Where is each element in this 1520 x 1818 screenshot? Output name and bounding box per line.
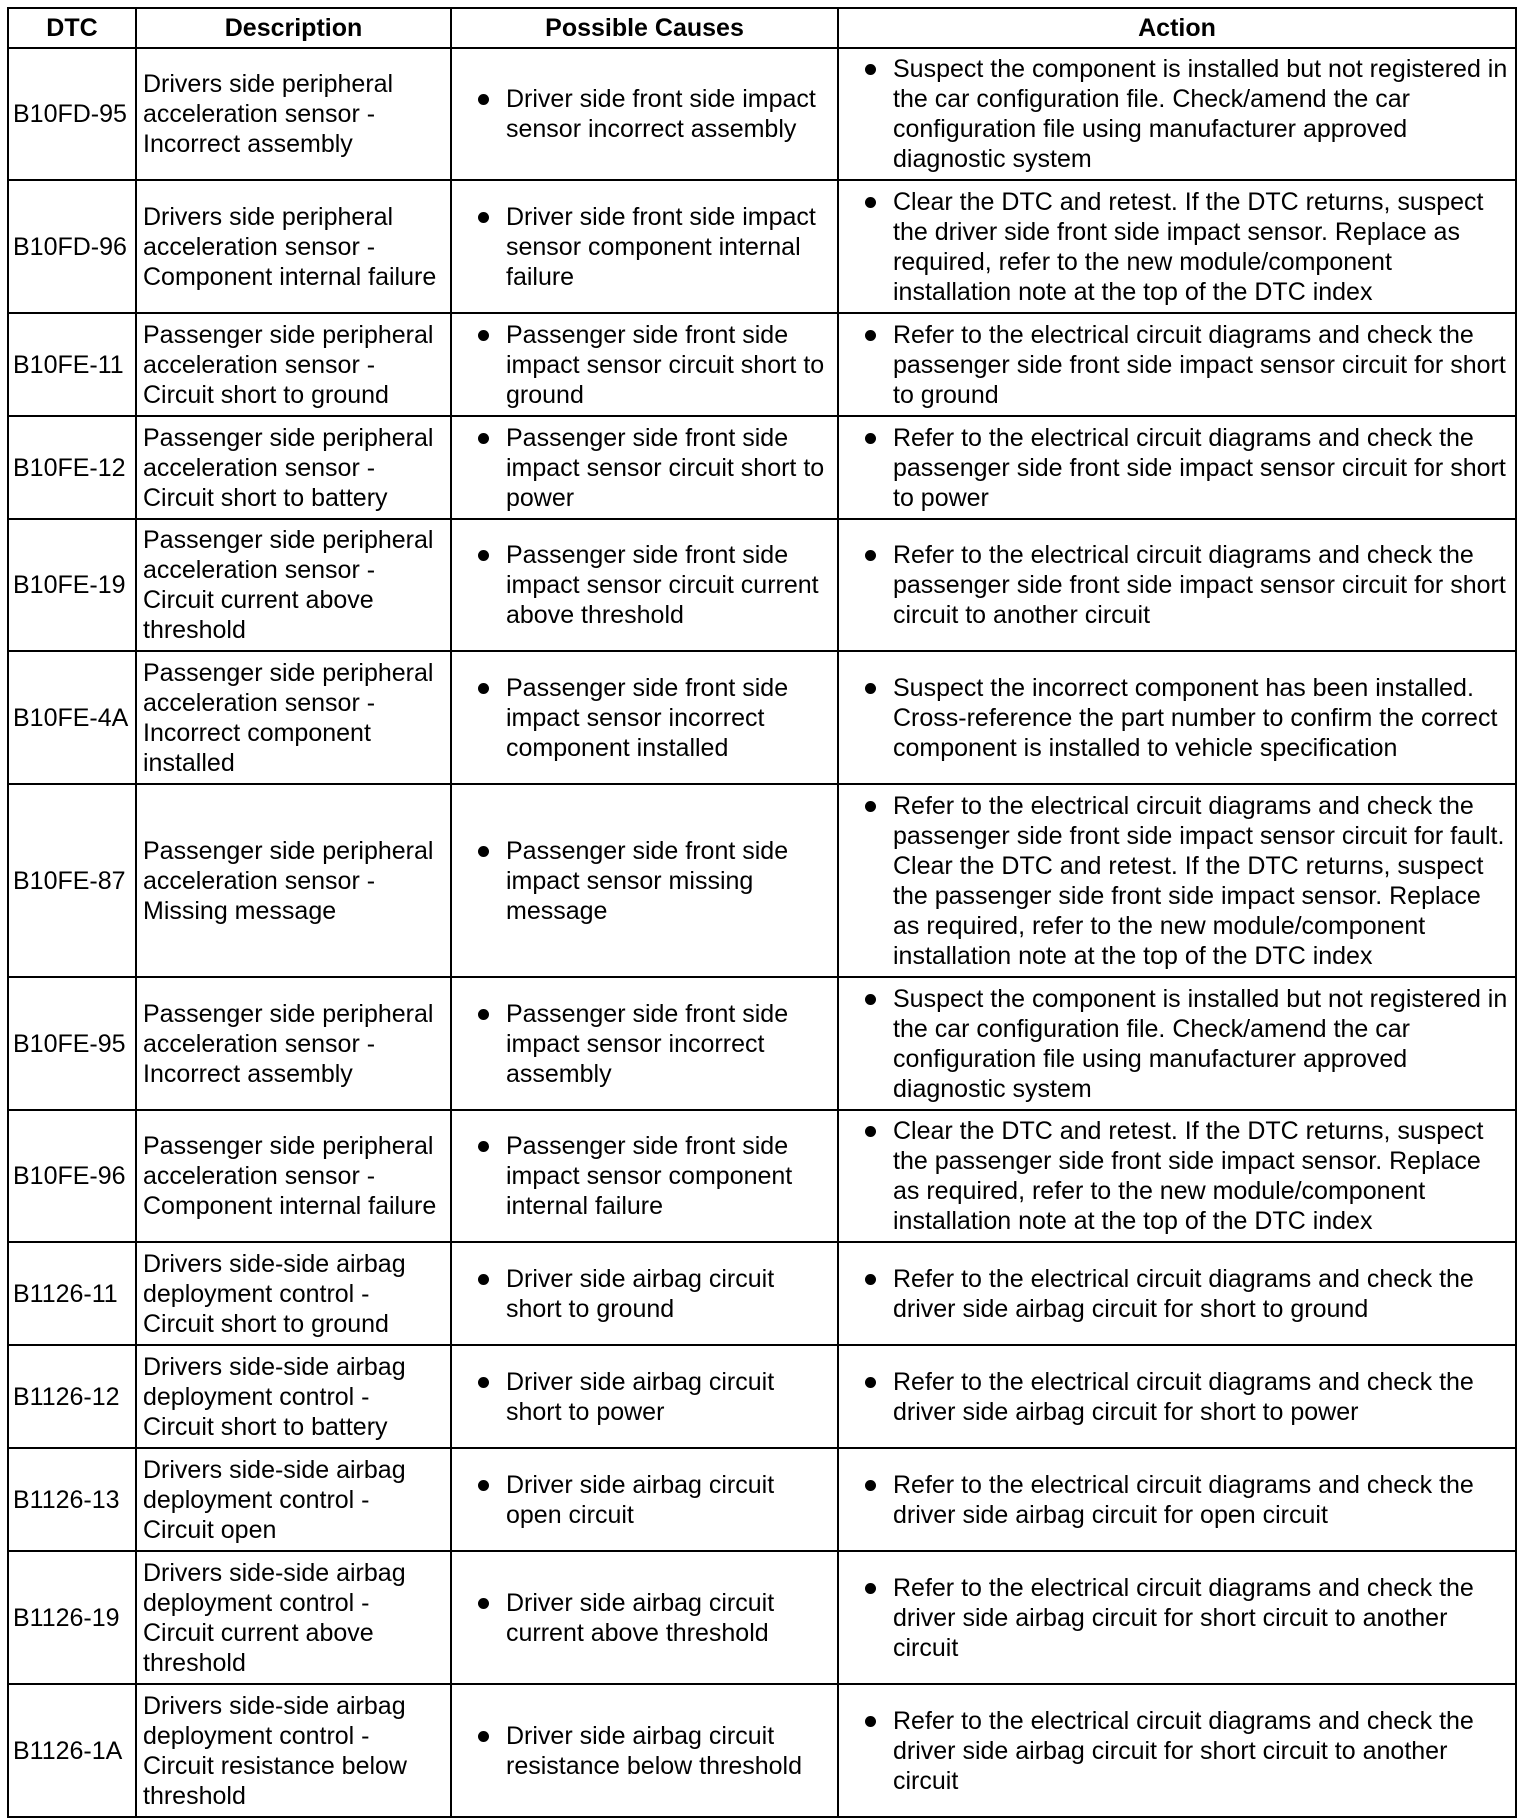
dtc-table <box>7 7 1517 1818</box>
table-body <box>8 48 1516 1817</box>
header-dtc: DTC <box>8 8 136 48</box>
possible-causes-cell <box>451 977 838 1110</box>
dtc-code: B1126-12 <box>8 1345 136 1448</box>
possible-cause-item: Driver side airbag circuit resistance below threshold <box>456 1721 833 1781</box>
possible-cause-item: Driver side airbag circuit open circuit <box>456 1470 833 1530</box>
table-row <box>8 651 1516 784</box>
dtc-description: Passenger side peripheral acceleration sensor - Component internal failure <box>136 1110 451 1242</box>
possible-causes-cell <box>451 1448 838 1551</box>
possible-causes-cell <box>451 651 838 784</box>
action-cell <box>838 1551 1516 1684</box>
possible-cause-item: Passenger side front side impact sensor component internal failure <box>456 1131 833 1221</box>
action-item: Refer to the electrical circuit diagrams and check the passenger side front side impact sensor circuit for short to ground <box>843 320 1511 410</box>
possible-causes-cell <box>451 416 838 519</box>
action-cell <box>838 180 1516 313</box>
possible-causes-cell <box>451 1110 838 1242</box>
possible-cause-item: Driver side airbag circuit short to ground <box>456 1264 833 1324</box>
possible-cause-item: Passenger side front side impact sensor circuit current above threshold <box>456 540 833 630</box>
dtc-description: Passenger side peripheral acceleration sensor - Incorrect component installed <box>136 651 451 784</box>
dtc-code: B1126-19 <box>8 1551 136 1684</box>
table-row <box>8 1345 1516 1448</box>
action-item: Clear the DTC and retest. If the DTC returns, suspect the driver side front side impact sensor. Replace as required, refer to the new module/component installation note at the top of the DTC index <box>843 187 1511 307</box>
possible-cause-item: Passenger side front side impact sensor incorrect assembly <box>456 999 833 1089</box>
action-cell <box>838 977 1516 1110</box>
possible-causes-cell <box>451 1345 838 1448</box>
table-row <box>8 1551 1516 1684</box>
table-row <box>8 313 1516 416</box>
possible-cause-item: Driver side airbag circuit short to power <box>456 1367 833 1427</box>
action-item: Refer to the electrical circuit diagrams and check the passenger side front side impact sensor circuit for short to power <box>843 423 1511 513</box>
action-cell <box>838 416 1516 519</box>
dtc-code: B10FD-96 <box>8 180 136 313</box>
action-item: Suspect the component is installed but not registered in the car configuration file. Check/amend the car configuration file using manufacturer approved diagnostic system <box>843 984 1511 1104</box>
dtc-code: B10FE-19 <box>8 519 136 651</box>
action-cell <box>838 1345 1516 1448</box>
action-item: Refer to the electrical circuit diagrams and check the driver side airbag circuit for short to ground <box>843 1264 1511 1324</box>
dtc-description: Drivers side-side airbag deployment control - Circuit resistance below threshold <box>136 1684 451 1817</box>
action-cell <box>838 519 1516 651</box>
table-row <box>8 48 1516 180</box>
table-row <box>8 1448 1516 1551</box>
dtc-description: Drivers side peripheral acceleration sensor - Incorrect assembly <box>136 48 451 180</box>
dtc-code: B10FD-95 <box>8 48 136 180</box>
dtc-description: Passenger side peripheral acceleration sensor - Incorrect assembly <box>136 977 451 1110</box>
dtc-description: Passenger side peripheral acceleration sensor - Circuit short to battery <box>136 416 451 519</box>
header-row <box>8 8 1516 48</box>
dtc-code: B1126-11 <box>8 1242 136 1345</box>
table-row <box>8 519 1516 651</box>
action-cell <box>838 313 1516 416</box>
table-row <box>8 784 1516 977</box>
possible-cause-item: Driver side front side impact sensor component internal failure <box>456 202 833 292</box>
action-item: Suspect the component is installed but not registered in the car configuration file. Check/amend the car configuration file using manufacturer approved diagnostic system <box>843 54 1511 174</box>
possible-cause-item: Driver side airbag circuit current above threshold <box>456 1588 833 1648</box>
action-item: Refer to the electrical circuit diagrams and check the driver side airbag circuit for short to power <box>843 1367 1511 1427</box>
dtc-description: Passenger side peripheral acceleration sensor - Circuit current above threshold <box>136 519 451 651</box>
action-cell <box>838 1448 1516 1551</box>
action-item: Refer to the electrical circuit diagrams and check the driver side airbag circuit for open circuit <box>843 1470 1511 1530</box>
action-cell <box>838 1110 1516 1242</box>
table-row <box>8 1110 1516 1242</box>
possible-causes-cell <box>451 48 838 180</box>
dtc-code: B10FE-11 <box>8 313 136 416</box>
dtc-code: B10FE-4A <box>8 651 136 784</box>
dtc-description: Drivers side-side airbag deployment control - Circuit open <box>136 1448 451 1551</box>
possible-cause-item: Passenger side front side impact sensor circuit short to power <box>456 423 833 513</box>
action-cell <box>838 651 1516 784</box>
table-row <box>8 1684 1516 1817</box>
action-cell <box>838 784 1516 977</box>
action-item: Refer to the electrical circuit diagrams and check the passenger side front side impact sensor circuit for short circuit to another circuit <box>843 540 1511 630</box>
action-cell <box>838 48 1516 180</box>
dtc-code: B1126-13 <box>8 1448 136 1551</box>
dtc-code: B10FE-87 <box>8 784 136 977</box>
table-row <box>8 977 1516 1110</box>
dtc-description: Drivers side peripheral acceleration sensor - Component internal failure <box>136 180 451 313</box>
dtc-description: Drivers side-side airbag deployment control - Circuit short to ground <box>136 1242 451 1345</box>
action-item: Refer to the electrical circuit diagrams and check the driver side airbag circuit for short circuit to another circuit <box>843 1706 1511 1796</box>
possible-cause-item: Passenger side front side impact sensor incorrect component installed <box>456 673 833 763</box>
possible-cause-item: Driver side front side impact sensor incorrect assembly <box>456 84 833 144</box>
dtc-code: B10FE-12 <box>8 416 136 519</box>
possible-causes-cell <box>451 1684 838 1817</box>
possible-cause-item: Passenger side front side impact sensor missing message <box>456 836 833 926</box>
possible-causes-cell <box>451 180 838 313</box>
dtc-description: Drivers side-side airbag deployment control - Circuit current above threshold <box>136 1551 451 1684</box>
table-row <box>8 180 1516 313</box>
possible-cause-item: Passenger side front side impact sensor circuit short to ground <box>456 320 833 410</box>
possible-causes-cell <box>451 1551 838 1684</box>
table-row <box>8 416 1516 519</box>
dtc-description: Passenger side peripheral acceleration sensor - Missing message <box>136 784 451 977</box>
action-cell <box>838 1242 1516 1345</box>
possible-causes-cell <box>451 1242 838 1345</box>
possible-causes-cell <box>451 784 838 977</box>
action-cell <box>838 1684 1516 1817</box>
dtc-description: Drivers side-side airbag deployment control - Circuit short to battery <box>136 1345 451 1448</box>
action-item: Refer to the electrical circuit diagrams and check the passenger side front side impact sensor circuit for fault. Clear the DTC and retest. If the DTC returns, suspect the passenger side front side impact sensor. Replace as required, refer to the new module/component installation note at the top of the DTC index <box>843 791 1511 971</box>
possible-causes-cell <box>451 313 838 416</box>
possible-causes-cell <box>451 519 838 651</box>
action-item: Suspect the incorrect component has been installed. Cross-reference the part number to confirm the correct component is installed to vehicle specification <box>843 673 1511 763</box>
action-item: Refer to the electrical circuit diagrams and check the driver side airbag circuit for short circuit to another circuit <box>843 1573 1511 1663</box>
action-item: Clear the DTC and retest. If the DTC returns, suspect the passenger side front side impact sensor. Replace as required, refer to the new module/component installation note at the top of the DTC index <box>843 1116 1511 1236</box>
header-description: Description <box>136 8 451 48</box>
header-action: Action <box>838 8 1516 48</box>
dtc-code: B10FE-95 <box>8 977 136 1110</box>
table-row <box>8 1242 1516 1345</box>
dtc-code: B1126-1A <box>8 1684 136 1817</box>
dtc-code: B10FE-96 <box>8 1110 136 1242</box>
dtc-description: Passenger side peripheral acceleration sensor - Circuit short to ground <box>136 313 451 416</box>
header-possible-causes: Possible Causes <box>451 8 838 48</box>
